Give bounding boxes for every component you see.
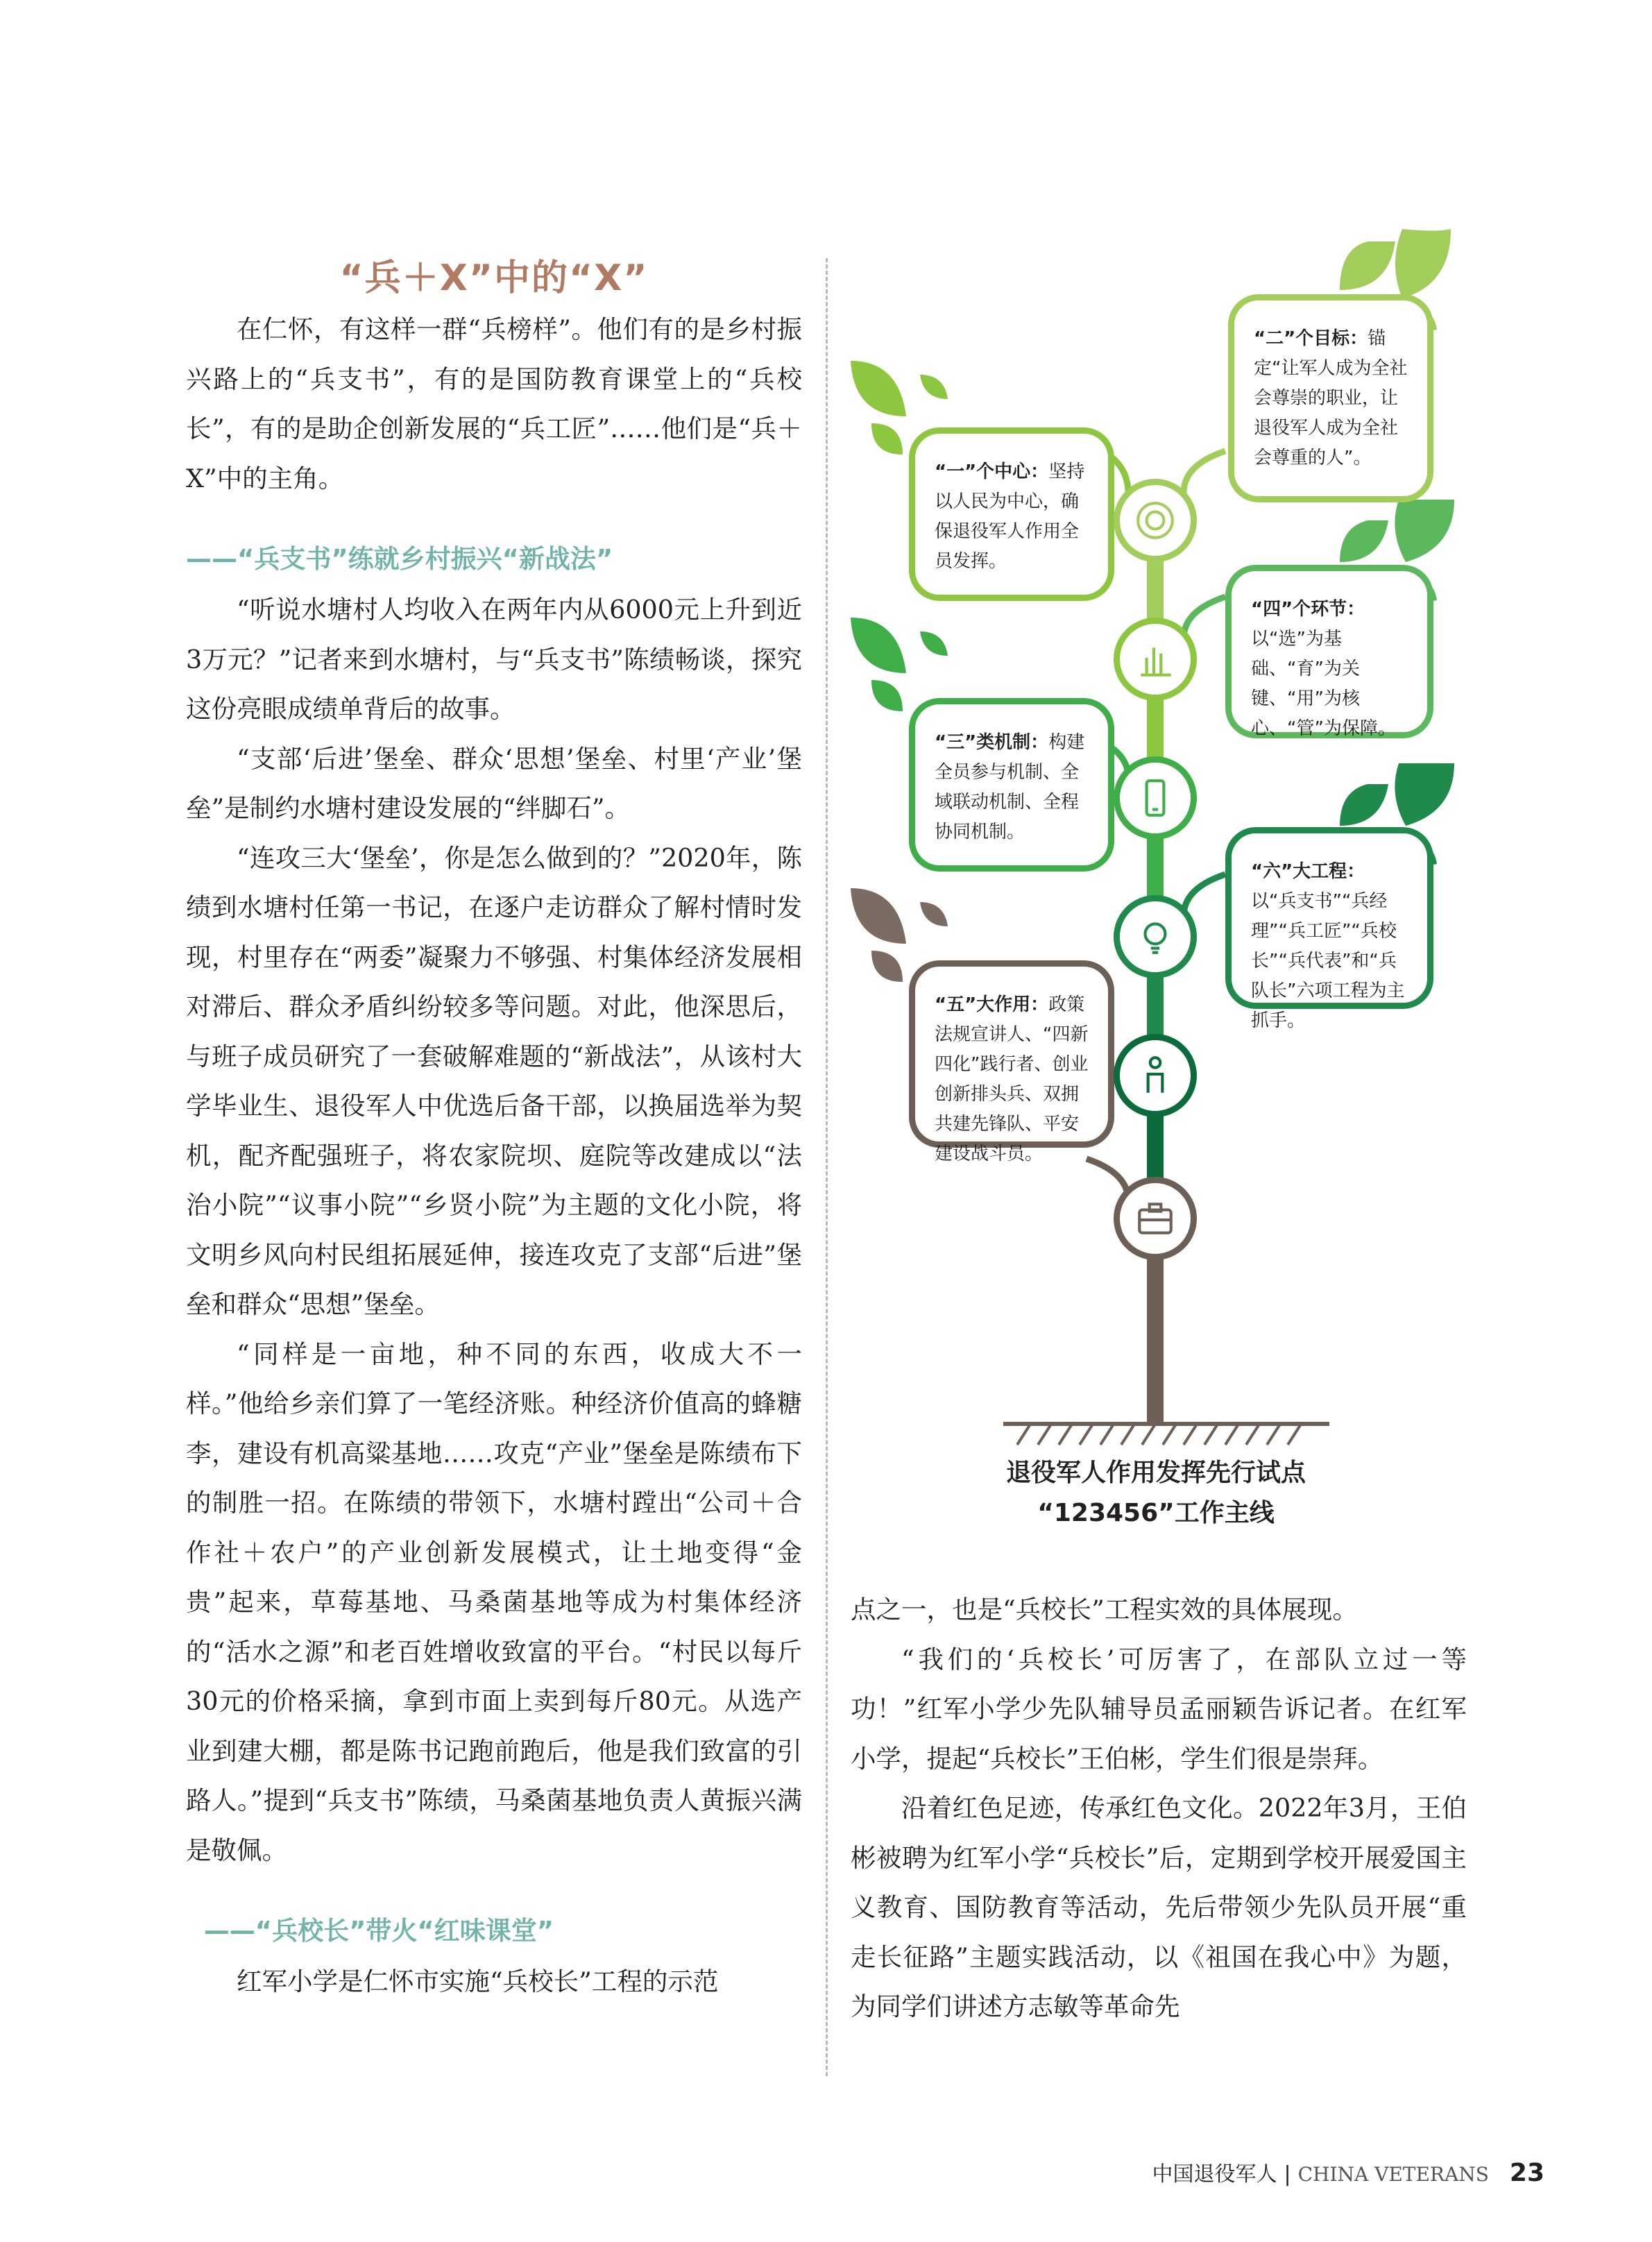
box-two-goals: “二”个目标：锚定“让军人成为全社会尊崇的职业，让退役军人成为全社会尊重的人”。 — [1228, 294, 1433, 502]
box-three-mechanisms: “三”类机制：构建全员参与机制、全域联动机制、全程协同机制。 — [909, 698, 1114, 872]
body-paragraph: “支部‘后进’堡垒、群众‘思想’堡垒、村里‘产业’堡垒”是制约水塘村建设发展的“绊脚石”。 — [186, 743, 802, 823]
page-number: 23 — [1509, 2159, 1544, 2187]
tree-diagram — [851, 229, 1489, 1513]
subhead-bingxiaozhang: ——“兵校长”带火“红味课堂” — [186, 1916, 554, 1946]
magazine-english-name: CHINA VETERANS — [1297, 2163, 1489, 2186]
target-icon — [1114, 479, 1197, 562]
bar-chart-icon — [1114, 618, 1197, 701]
right-column — [851, 1585, 1467, 2032]
box-six-projects: “六”大工程：以“兵支书”“兵经理”“兵工匠”“兵校长”“兵代表”和“兵队长”六项工程为主抓手。 — [1225, 827, 1433, 1009]
diagram-caption — [851, 1453, 1461, 1534]
box-five-roles: “五”大作用：政策法规宣讲人、“四新四化”践行者、创业创新排头兵、双拥共建先锋队、平安建设战斗员。 — [909, 960, 1114, 1148]
page-footer — [1152, 2157, 1544, 2187]
body-paragraph: “同样是一亩地，种不同的东西，收成大不一样。”他给乡亲们算了一笔经济账。种经济价值高的蜂糖李，建设有机高粱基地……攻克“产业”堡垒是陈绩布下的制胜一招。在陈绩的带领下，水塘村蹚出“公司＋合作社＋农户”的产业创新发展模式，让土地变得“金贵”起来，草莓基地、马桑菌基地等成为村集体经济的“活水之源”和老百姓增收致富的平台。“村民以每斤30元的价格采摘，拿到市面上卖到每斤80元。从选产业到建大棚，都是陈书记跑前跑后，他是我们致富的引路人。”提到“兵支书”陈绩，马桑菌基地负责人黄振兴满是敬佩。 — [186, 1339, 802, 1865]
box-one-center: “一”个中心：坚持以人民为中心，确保退役军人作用全员发挥。 — [909, 427, 1114, 601]
body-paragraph: “连攻三大‘堡垒’，你是怎么做到的？”2020年，陈绩到水塘村任第一书记，在逐户走访群众了解村情时发现，村里存在“两委”凝聚力不够强、村集体经济发展相对滞后、群众矛盾纠纷较多等问题。对此，他深思后，与班子成员研究了一套破解难题的“新战法”，从该村大学毕业生、退役军人中优选后备干部，以换届选举为契机，配齐配强班子，将农家院坝、庭院等改建成以“法治小院”“议事小院”“乡贤小院”为主题的文化小院，将文明乡风向村民组拓展延伸，接连攻克了支部“后进”堡垒和群众“思想”堡垒。 — [186, 842, 802, 1319]
column-divider — [826, 258, 828, 2076]
footer-separator: | — [1284, 2162, 1291, 2186]
body-paragraph: “我们的‘兵校长’可厉害了，在部队立过一等功！”红军小学少先队辅导员孟丽颖告诉记者。在红军小学，提起“兵校长”王伯彬，学生们很是崇拜。 — [851, 1644, 1467, 1774]
body-paragraph: 点之一，也是“兵校长”工程实效的具体展现。 — [851, 1595, 1358, 1624]
intro-paragraph: 在仁怀，有这样一群“兵榜样”。他们有的是乡村振兴路上的“兵支书”，有的是国防教育课堂上的“兵校长”，有的是助企创新发展的“兵工匠”……他们是“兵＋X”中的主角。 — [186, 314, 802, 493]
person-icon — [1114, 1034, 1197, 1117]
left-column — [186, 236, 802, 2007]
caption-line-1: 退役军人作用发挥先行试点 — [1005, 1459, 1306, 1487]
lightbulb-icon — [1114, 895, 1197, 978]
body-paragraph: “听说水塘村人均收入在两年内从6000元上升到近3万元？”记者来到水塘村，与“兵支书”陈绩畅谈，探究这份亮眼成绩单背后的故事。 — [186, 595, 802, 724]
briefcase-icon — [1114, 1177, 1197, 1260]
subhead-bingzhishu: ——“兵支书”练就乡村振兴“新战法” — [186, 544, 613, 574]
box-four-links: “四”个环节：以“选”为基础、“育”为关键、“用”为核心、“管”为保障。 — [1225, 565, 1433, 738]
magazine-name: 中国退役军人 — [1152, 2162, 1277, 2186]
caption-line-2: “123456”工作主线 — [1037, 1499, 1275, 1527]
body-paragraph: 沿着红色足迹，传承红色文化。2022年3月，王伯彬被聘为红军小学“兵校长”后，定期到学校开展爱国主义教育、国防教育等活动，先后带领少先队员开展“重走长征路”主题实践活动，以《祖国在我心中》为题，为同学们讲述方志敏等革命先 — [851, 1793, 1467, 2021]
section-title: “兵＋X”中的“X” — [339, 257, 649, 299]
body-paragraph: 红军小学是仁怀市实施“兵校长”工程的示范 — [237, 1967, 719, 1996]
phone-icon — [1114, 756, 1197, 840]
